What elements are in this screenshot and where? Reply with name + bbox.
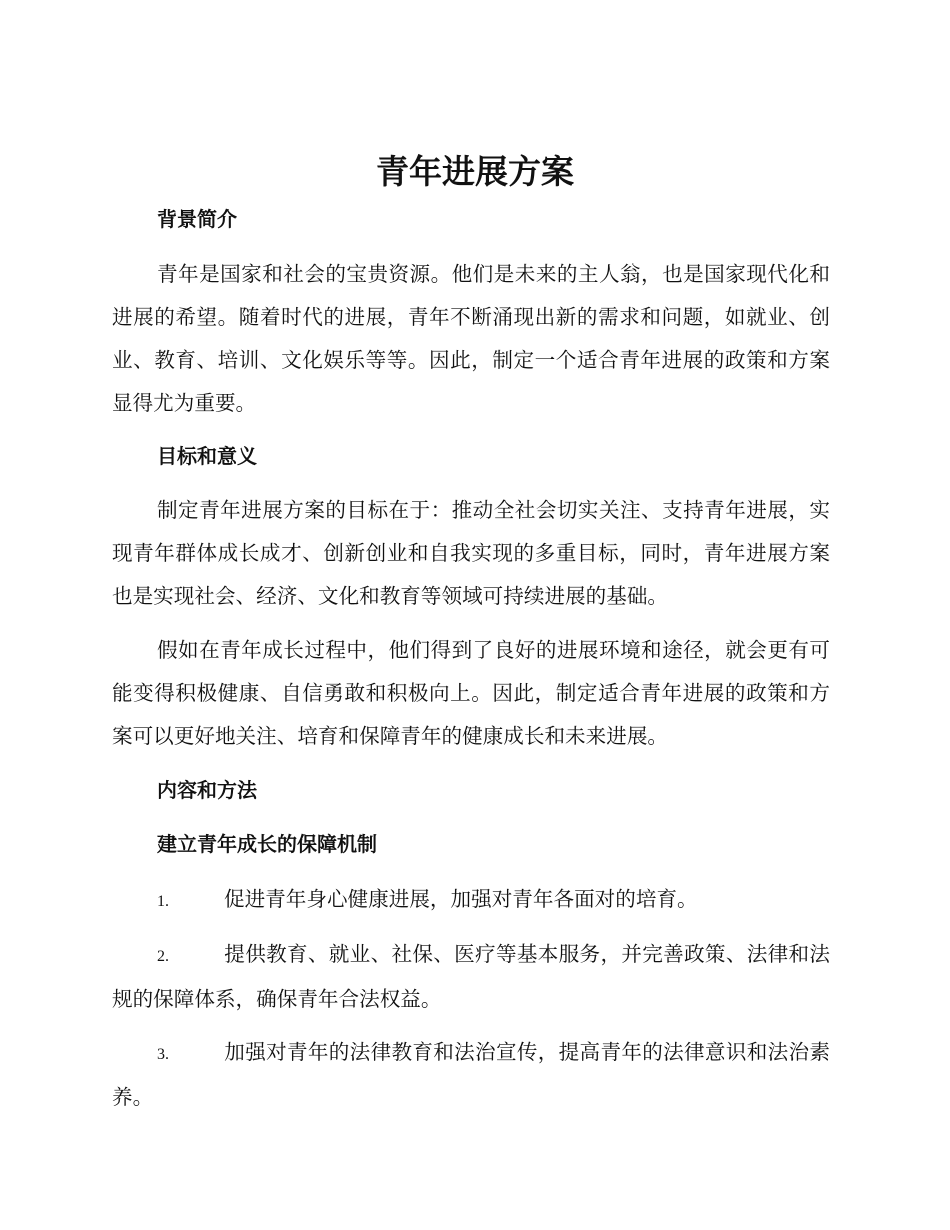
list-number: 3. bbox=[157, 1046, 169, 1063]
list-number: 1. bbox=[157, 893, 169, 910]
paragraph-background: 青年是国家和社会的宝贵资源。他们是未来的主人翁，也是国家现代化和进展的希望。随着时代的进展，青年不断涌现出新的需求和问题，如就业、创业、教育、培训、文化娱乐等等。因此，制定一个适合青年进展的政策和方案显得尤为重要。 bbox=[112, 262, 830, 415]
section-heading-goals: 目标和意义 bbox=[157, 444, 257, 468]
list-item-3 bbox=[112, 1031, 830, 1119]
list-item-text: 促进青年身心健康进展，加强对青年各面对的培育。 bbox=[224, 887, 698, 911]
list-number: 2. bbox=[157, 948, 169, 965]
paragraph-goals-2: 假如在青年成长过程中，他们得到了良好的进展环境和途径，就会更有可能变得积极健康、自信勇敢和积极向上。因此，制定适合青年进展的政策和方案可以更好地关注、培育和保障青年的健康成长和未来进展。 bbox=[112, 638, 830, 748]
list-item-text: 提供教育、就业、社保、医疗等基本服务，并完善政策、法律和法规的保障体系，确保青年合法权益。 bbox=[112, 942, 830, 1011]
list-item-1 bbox=[112, 878, 830, 923]
list-item-2 bbox=[112, 933, 830, 1021]
section-heading-background: 背景简介 bbox=[157, 207, 237, 231]
paragraph-goals-1: 制定青年进展方案的目标在于：推动全社会切实关注、支持青年进展，实现青年群体成长成才、创新创业和自我实现的多重目标，同时，青年进展方案也是实现社会、经济、文化和教育等领域可持续进展的基础。 bbox=[112, 498, 830, 608]
section-heading-content: 内容和方法 bbox=[157, 778, 257, 802]
list-item-text: 加强对青年的法律教育和法治宣传，提高青年的法律意识和法治素养。 bbox=[112, 1040, 830, 1109]
document-title: 青年进展方案 bbox=[376, 152, 574, 191]
subheading-guarantee-mechanism: 建立青年成长的保障机制 bbox=[157, 832, 377, 856]
